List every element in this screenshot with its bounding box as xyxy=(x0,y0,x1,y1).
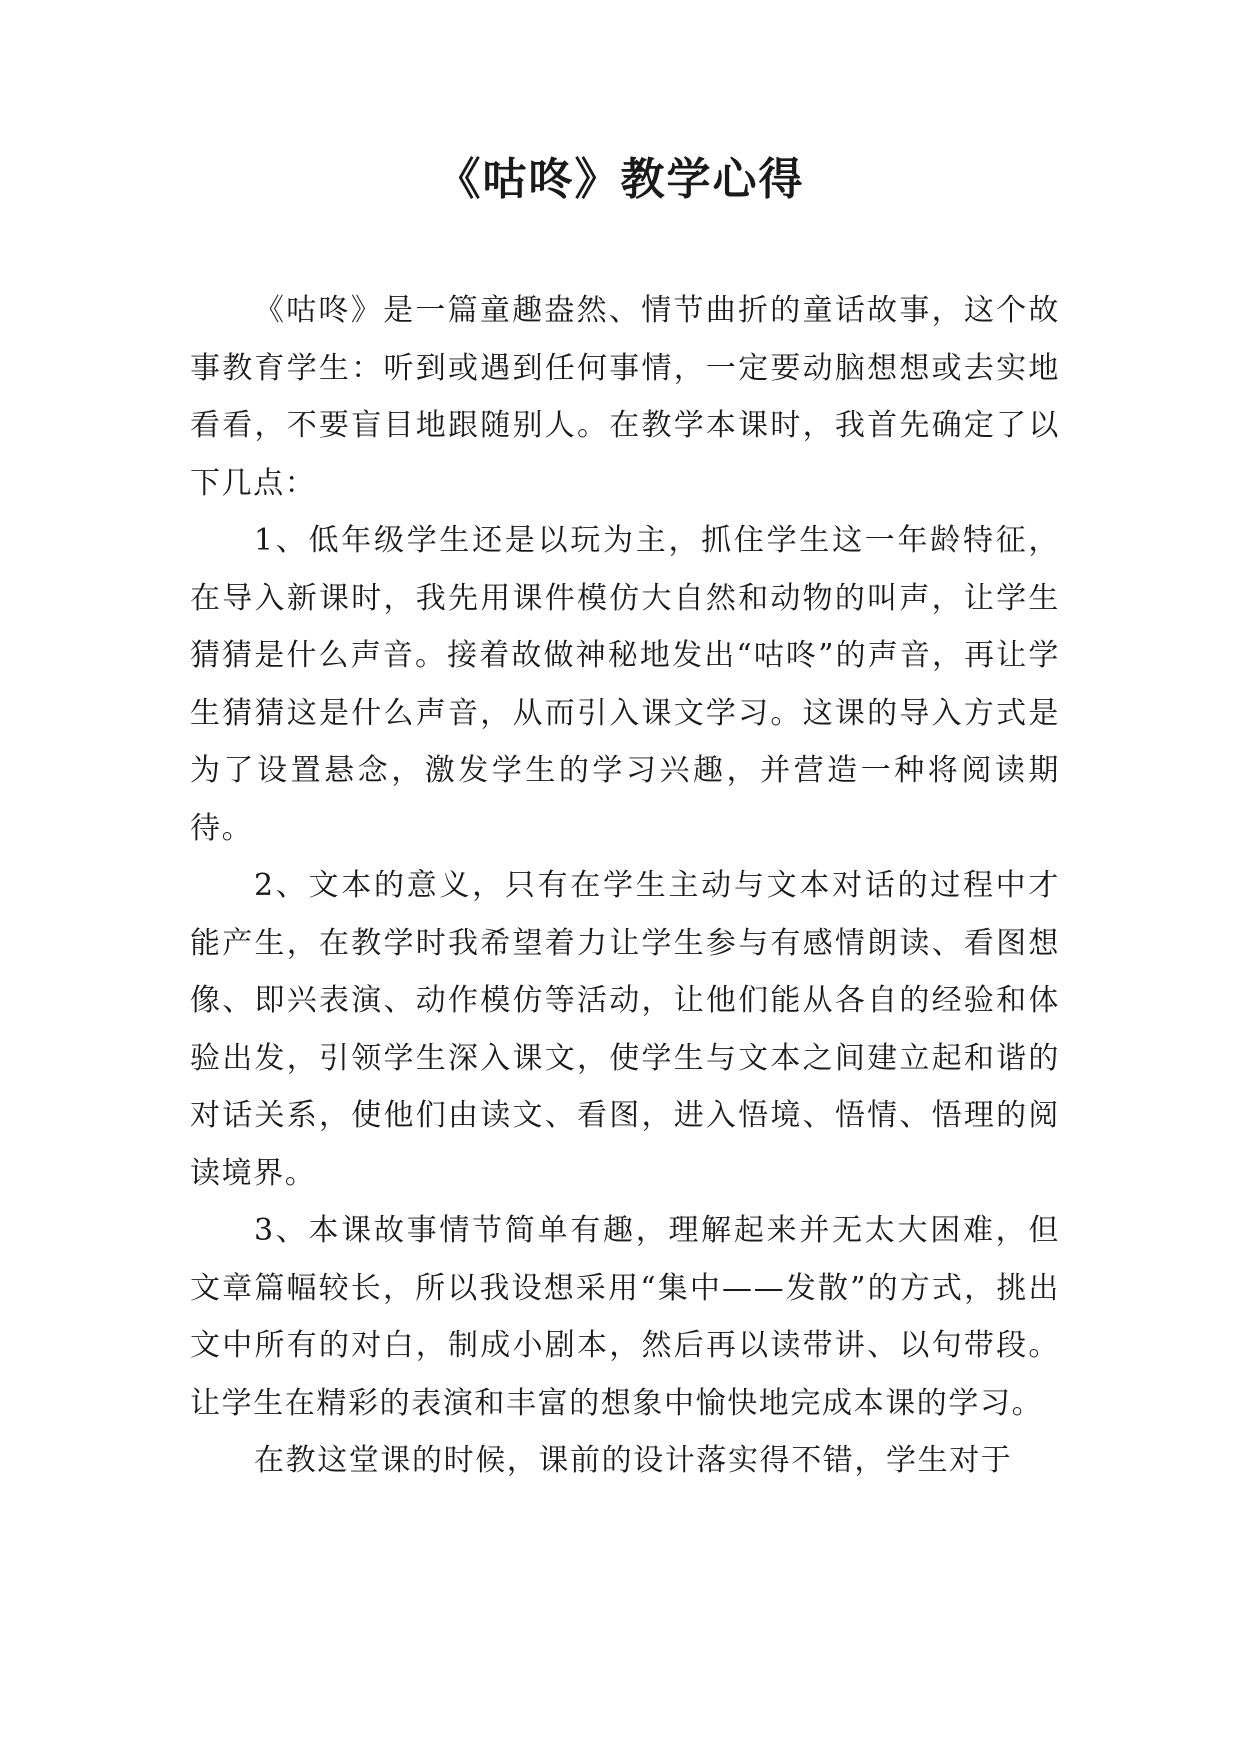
paragraph-point-2: 2、文本的意义，只有在学生主动与文本对话的过程中才能产生，在教学时我希望着力让学生参与有感情朗读、看图想像、即兴表演、动作模仿等活动，让他们能从各自的经验和体验出发，引领学生深入课文，使学生与文本之间建立起和谐的对话关系，使他们由读文、看图，进入悟境、悟情、悟理的阅读境界。 xyxy=(190,868,1060,1191)
paragraph-point-1: 1、低年级学生还是以玩为主，抓住学生这一年龄特征，在导入新课时，我先用课件模仿大自然和动物的叫声，让学生猜猜是什么声音。接着故做神秘地发出“咕咚”的声音，再让学生猜猜这是什么声音，从而引入课文学习。这课的导入方式是为了设置悬念，激发学生的学习兴趣，并营造一种将阅读期待。 xyxy=(190,523,1060,846)
paragraph-intro: 《咕咚》是一篇童趣盎然、情节曲折的童话故事，这个故事教育学生：听到或遇到任何事情，一定要动脑想想或去实地看看，不要盲目地跟随别人。在教学本课时，我首先确定了以下几点： xyxy=(190,293,1060,501)
document-title: 《咕咚》教学心得 xyxy=(436,154,805,205)
paragraph-point-3: 3、本课故事情节简单有趣，理解起来并无太大困难，但文章篇幅较长，所以我设想采用“集中——发散”的方式，挑出文中所有的对白，制成小剧本，然后再以读带讲、以句带段。让学生在精彩的表演和丰富的想象中愉快地完成本课的学习。 xyxy=(190,1213,1060,1421)
paragraph-reflection: 在教这堂课的时候，课前的设计落实得不错，学生对于 xyxy=(254,1443,1013,1478)
document-body xyxy=(190,282,1060,1490)
